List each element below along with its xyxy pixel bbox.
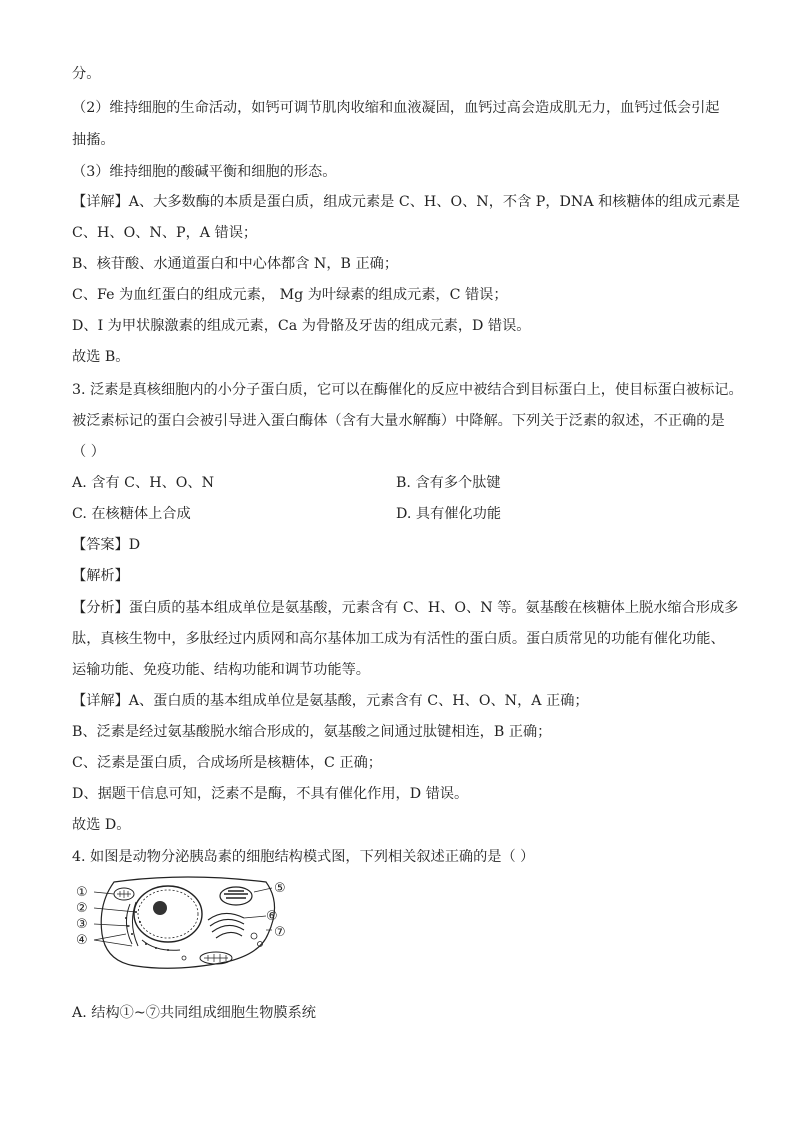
question-4-stem: 4. 如图是动物分泌胰岛素的细胞结构模式图，下列相关叙述正确的是（ ） (72, 849, 535, 865)
text-line-3: 抽搐。 (72, 132, 115, 148)
label-6: ⑥ (266, 909, 278, 924)
text-line-1: 分。 (72, 66, 101, 82)
cell-structure-diagram (76, 874, 290, 974)
analysis-line-1: 【分析】蛋白质的基本组成单位是氨基酸，元素含有 C、H、O、N 等。氨基酸在核糖体上脱水缩合形成多 (72, 600, 739, 616)
q3-answer: 【答案】D (72, 537, 141, 553)
text-line-2: （2）维持细胞的生命活动，如钙可调节肌肉收缩和血液凝固，血钙过高会造成肌无力，血钙过低会引起 (72, 100, 720, 116)
label-7: ⑦ (274, 925, 286, 940)
text-line-10: 故选 B。 (72, 349, 130, 365)
detail-line-3: C、泛素是蛋白质，合成场所是核糖体，C 正确； (72, 755, 382, 771)
question-3-stem-1: 3. 泛素是真核细胞内的小分子蛋白质，它可以在酶催化的反应中被结合到目标蛋白上，使目标蛋白被标记。 (72, 382, 743, 398)
text-line-9: D、I 为甲状腺激素的组成元素，Ca 为骨骼及牙齿的组成元素，D 错误。 (72, 318, 531, 334)
analysis-line-3: 运输功能、免疫功能、结构功能和调节功能等。 (72, 662, 370, 678)
nucleolus (153, 901, 167, 915)
text-line-6: C、H、O、N、P，A 错误； (72, 225, 258, 241)
label-1: ① (76, 885, 88, 900)
analysis-line-2: 肽，真核生物中，多肽经过内质网和高尔基体加工成为有活性的蛋白质。蛋白质常见的功能有催化功能、 (72, 631, 725, 647)
q3-option-d: D. 具有催化功能 (396, 506, 502, 522)
q3-option-a: A. 含有 C、H、O、N (72, 475, 214, 491)
question-3-stem-2: 被泛素标记的蛋白会被引导进入蛋白酶体（含有大量水解酶）中降解。下列关于泛素的叙述，不正确的是 (72, 413, 725, 429)
text-line-5: 【详解】A、大多数酶的本质是蛋白质，组成元素是 C、H、O、N，不含 P，DNA 和核糖体的组成元素是 (72, 194, 740, 210)
q3-analysis-tag: 【解析】 (72, 568, 129, 584)
label-3: ③ (76, 917, 88, 932)
q3-option-b: B. 含有多个肽键 (396, 475, 501, 491)
mitochondrion-right (220, 887, 252, 905)
q3-option-c: C. 在核糖体上合成 (72, 506, 191, 522)
nucleus (134, 886, 202, 942)
label-2: ② (76, 901, 88, 916)
text-line-7: B、核苷酸、水通道蛋白和中心体都含 N，B 正确； (72, 256, 399, 272)
detail-line-5: 故选 D。 (72, 817, 131, 833)
golgi-apparatus (208, 913, 244, 938)
text-line-8: C、Fe 为血红蛋白的组成元素， Mg 为叶绿素的组成元素，C 错误； (72, 287, 508, 303)
detail-line-1: 【详解】A、蛋白质的基本组成单位是氨基酸，元素含有 C、H、O、N，A 正确； (72, 693, 589, 709)
detail-line-4: D、据题干信息可知，泛素不是酶，不具有催化作用，D 错误。 (72, 786, 469, 802)
detail-line-2: B、泛素是经过氨基酸脱水缩合形成的，氨基酸之间通过肽键相连，B 正确； (72, 724, 552, 740)
text-line-4: （3）维持细胞的酸碱平衡和细胞的形态。 (72, 164, 337, 180)
label-4: ④ (76, 933, 88, 948)
q4-option-a: A. 结构①~⑦共同组成细胞生物膜系统 (72, 1005, 316, 1021)
label-5: ⑤ (274, 881, 286, 896)
question-3-blank: （ ） (72, 444, 105, 460)
